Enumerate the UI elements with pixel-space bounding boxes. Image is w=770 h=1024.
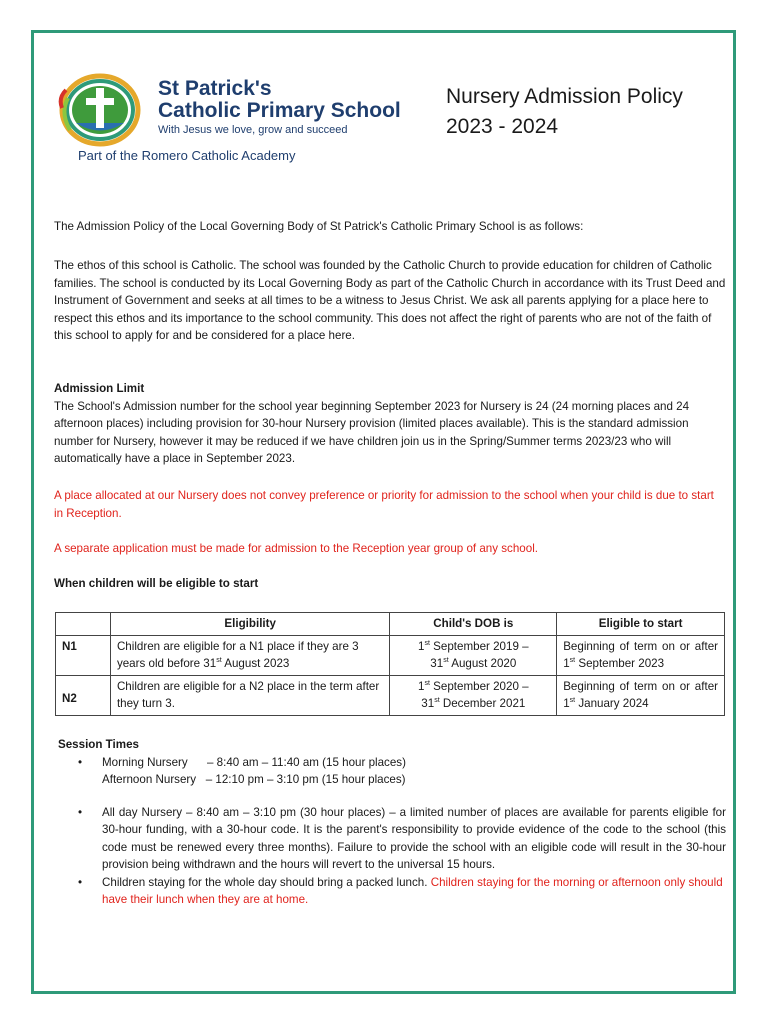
lunch-note <box>102 874 726 909</box>
notice-separate-application: A separate application must be made for admission to the Reception year group of any school. <box>54 542 538 555</box>
eligibility-cell: Children are eligible for a N1 place if they are 3 years old before 31st August 2023 <box>110 635 390 675</box>
session-times-section <box>58 736 726 909</box>
group-cell: N2 <box>56 675 111 715</box>
bullet-icon: • <box>78 755 83 769</box>
table-header: Eligible to start <box>557 613 725 636</box>
admission-limit-heading: Admission Limit <box>54 382 145 395</box>
lunch-note-red: Children staying for the morning or afternoon only should have their lunch when they are at home. <box>102 875 723 906</box>
lunch-note-text: Children staying for the whole day should bring a packed lunch. <box>102 875 431 889</box>
school-name-line2: Catholic Primary School <box>158 99 401 122</box>
eligibility-heading: When children will be eligible to start <box>54 577 259 590</box>
bullet-icon: • <box>78 875 83 889</box>
dob-cell: 1st September 2019 – 31st August 2020 <box>390 635 557 675</box>
school-motto: With Jesus we love, grow and succeed <box>158 124 348 136</box>
afternoon-session: Afternoon Nursery – 12:10 pm – 3:10 pm (15 hour places) <box>102 773 406 786</box>
school-name <box>158 78 401 122</box>
admission-limit-section <box>54 380 726 468</box>
table-header: Eligibility <box>110 613 390 636</box>
school-name-line1: St Patrick's <box>158 77 272 100</box>
document-title <box>446 82 683 142</box>
session-times-heading: Session Times <box>58 738 139 751</box>
title-line2: 2023 - 2024 <box>446 115 559 138</box>
table-row <box>56 675 725 715</box>
table-header-row <box>56 613 725 636</box>
table-row <box>56 635 725 675</box>
table-header: Child's DOB is <box>390 613 557 636</box>
admission-limit-text: The School's Admission number for the school year beginning September 2023 for Nursery is 24 (24 morning places and 24 afternoon places) including provision for 30-hour Nursery provision (limited places available). This is the standard admission number for Nursery, however it may be reduced if we have children join us in the Spring/Summer terms 2023/23 who will automatically have a place in September 2023. <box>54 399 690 465</box>
group-cell: N1 <box>56 635 111 675</box>
allday-session: All day Nursery – 8:40 am – 3:10 pm (30 hour places) – a limited number of places are available for parents eligible for 30-hour funding, with a 30-hour code. It is the parent's responsibility to provide evidence of the code to the school (this code must be renewed every three months). Failure to provide the school with an eligible code will result in the 30-hour provision being withdrawn and the hours will revert to the universal 15 hours. <box>102 805 726 871</box>
eligibility-table <box>55 612 725 716</box>
bullet-icon: • <box>78 805 83 819</box>
intro-paragraph: The Admission Policy of the Local Governing Body of St Patrick's Catholic Primary School is as follows: <box>54 220 584 233</box>
start-cell: Beginning of term on or after 1st January 2024 <box>557 675 725 715</box>
academy-label: Part of the Romero Catholic Academy <box>78 148 296 163</box>
title-line1: Nursery Admission Policy <box>446 85 683 108</box>
notice-preference: A place allocated at our Nursery does not convey preference or priority for admission to the school when your child is due to start in Reception. <box>54 489 714 520</box>
eligibility-cell: Children are eligible for a N2 place in the term after they turn 3. <box>110 675 390 715</box>
morning-session: Morning Nursery – 8:40 am – 11:40 am (15 hour places) <box>102 755 406 769</box>
dob-cell: 1st September 2020 – 31st December 2021 <box>390 675 557 715</box>
ethos-paragraph: The ethos of this school is Catholic. The school was founded by the Catholic Church to provide education for children of Catholic families. The school is conducted by its Local Governing Body as part of the Catholic Church in accordance with its Trust Deed and Instrument of Government and seeks at all times to be a witness to Jesus Christ. We ask all parents applying for a place here to respect this ethos and its importance to the school community. This does not affect the right of parents who are not of the faith of this school to apply for and be considered for a place here. <box>54 259 726 342</box>
list-item <box>58 804 726 874</box>
list-item <box>58 874 726 909</box>
list-item <box>58 754 726 789</box>
start-cell: Beginning of term on or after 1st September 2023 <box>557 635 725 675</box>
school-crest-logo <box>56 68 146 148</box>
table-header <box>56 613 111 636</box>
